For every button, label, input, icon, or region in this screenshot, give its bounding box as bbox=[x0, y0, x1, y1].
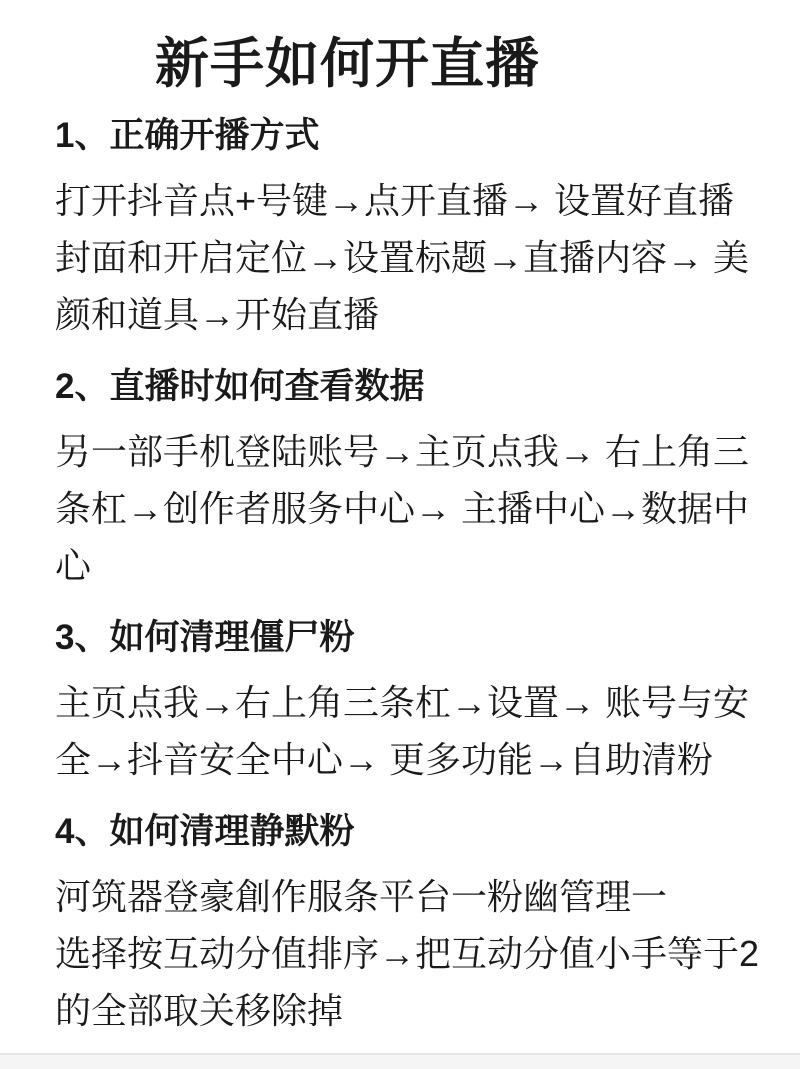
section-4 bbox=[55, 810, 760, 1039]
section-2-paragraph bbox=[55, 423, 750, 594]
paragraph-line: 另一部手机登陆账号→主页点我→ 右上角三 bbox=[55, 431, 750, 472]
bottom-divider bbox=[0, 1053, 800, 1069]
paragraph-line: 条杠→创作者服务中心→ 主播中心→数据中 bbox=[55, 488, 750, 529]
section-3 bbox=[55, 616, 750, 788]
paragraph-line: 颜和道具→开始直播 bbox=[55, 294, 380, 335]
section-1-paragraph bbox=[55, 172, 750, 343]
paragraph-line: 主页点我→右上角三条杠→设置→ 账号与安 bbox=[55, 682, 750, 723]
paragraph-line: 打开抖音点+号键→点开直播→ 设置好直播 bbox=[55, 180, 735, 221]
paragraph-line: 全→抖音安全中心→ 更多功能→自助清粉 bbox=[55, 739, 714, 780]
section-2-heading: 2、直播时如何查看数据 bbox=[55, 367, 425, 406]
paragraph-line: 心 bbox=[55, 545, 92, 586]
section-3-paragraph bbox=[55, 674, 750, 788]
section-1 bbox=[55, 114, 750, 343]
paragraph-line: 河筑器登豪創作服条平台一粉幽管理一 bbox=[55, 876, 668, 917]
paragraph-line: 选择按互动分值排序→把互动分值小手等于2 bbox=[55, 933, 760, 974]
section-3-heading: 3、如何清理僵尸粉 bbox=[55, 618, 355, 657]
section-4-paragraph bbox=[55, 868, 760, 1039]
section-4-heading: 4、如何清理静默粉 bbox=[55, 812, 355, 851]
section-2 bbox=[55, 365, 750, 594]
paragraph-line: 封面和开启定位→设置标题→直播内容→ 美 bbox=[55, 237, 750, 278]
document-title: 新手如何开直播 bbox=[155, 34, 540, 94]
paragraph-line: 的全部取关移除掉 bbox=[55, 990, 344, 1031]
section-1-heading: 1、正确开播方式 bbox=[55, 116, 320, 155]
